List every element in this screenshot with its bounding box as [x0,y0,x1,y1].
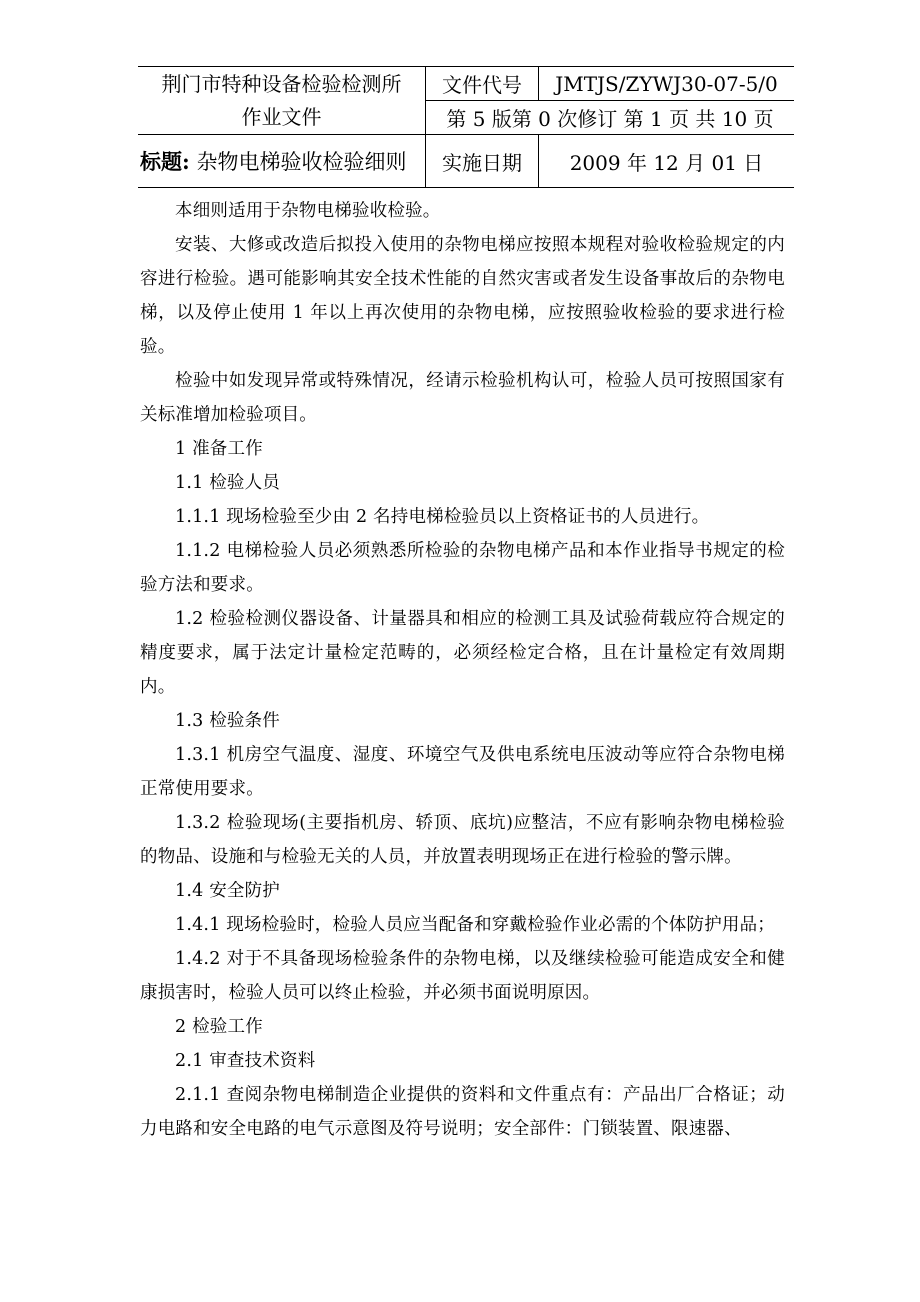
doc-code-value: JMTJS/ZYWJ30-07-5/0 [539,67,795,101]
section-heading: 1 准备工作 [175,439,263,459]
paragraph: 1.4.2 对于不具备现场检验条件的杂物电梯，以及继续检验可能造成安全和健康损害时，检验人员可以终止检验，并必须书面说明原因。 [140,949,785,1003]
title-cell [138,135,426,188]
paragraph: 本细则适用于杂物电梯验收检验。 [175,201,441,221]
paragraph: 1.1.2 电梯检验人员必须熟悉所检验的杂物电梯产品和本作业指导书规定的检验方法和要求。 [140,541,785,595]
organization-name: 荆门市特种设备检验检测所 [161,71,402,96]
section-heading: 1.3 检验条件 [175,711,280,731]
organization-cell [138,67,426,135]
paragraph: 2.1.1 查阅杂物电梯制造企业提供的资料和文件重点有：产品出厂合格证；动力电路和安全电路的电气示意图及符号说明；安全部件：门锁装置、限速器、 [140,1085,785,1139]
doc-code-label: 文件代号 [426,67,539,101]
section-heading: 1.1 检验人员 [175,473,280,493]
revision-info: 第 5 版第 0 次修订 第 1 页 共 10 页 [426,101,795,135]
effective-date-value: 2009 年 12 月 01 日 [539,135,795,188]
effective-date-label: 实施日期 [426,135,539,188]
section-heading: 2 检验工作 [175,1017,263,1037]
document-title: 杂物电梯验收检验细则 [196,150,407,174]
section-heading: 2.1 审查技术资料 [175,1051,316,1071]
document-body [140,194,785,1146]
paragraph: 1.2 检验检测仪器设备、计量器具和相应的检测工具及试验荷载应符合规定的精度要求，属于法定计量检定范畴的，必须经检定合格，且在计量检定有效周期内。 [140,609,785,697]
document-header-table [138,66,794,188]
section-heading: 1.4 安全防护 [175,881,280,901]
paragraph: 1.4.1 现场检验时，检验人员应当配备和穿戴检验作业必需的个体防护用品； [175,915,775,935]
paragraph: 检验中如发现异常或特殊情况，经请示检验机构认可，检验人员可按照国家有关标准增加检验项目。 [140,371,785,425]
paragraph: 1.3.2 检验现场(主要指机房、轿顶、底坑)应整洁，不应有影响杂物电梯检验的物品、设施和与检验无关的人员，并放置表明现场正在进行检验的警示牌。 [140,813,785,867]
paragraph: 1.3.1 机房空气温度、湿度、环境空气及供电系统电压波动等应符合杂物电梯正常使用要求。 [140,745,785,799]
title-label: 标题: [140,149,190,174]
paragraph: 1.1.1 现场检验至少由 2 名持电梯检验员以上资格证书的人员进行。 [175,507,710,527]
document-type: 作业文件 [241,104,322,129]
paragraph: 安装、大修或改造后拟投入使用的杂物电梯应按照本规程对验收检验规定的内容进行检验。遇可能影响其安全技术性能的自然灾害或者发生设备事故后的杂物电梯，以及停止使用 1 年以上再次使用的杂物电梯，应按照验收检验的要求进行检验。 [140,235,785,357]
